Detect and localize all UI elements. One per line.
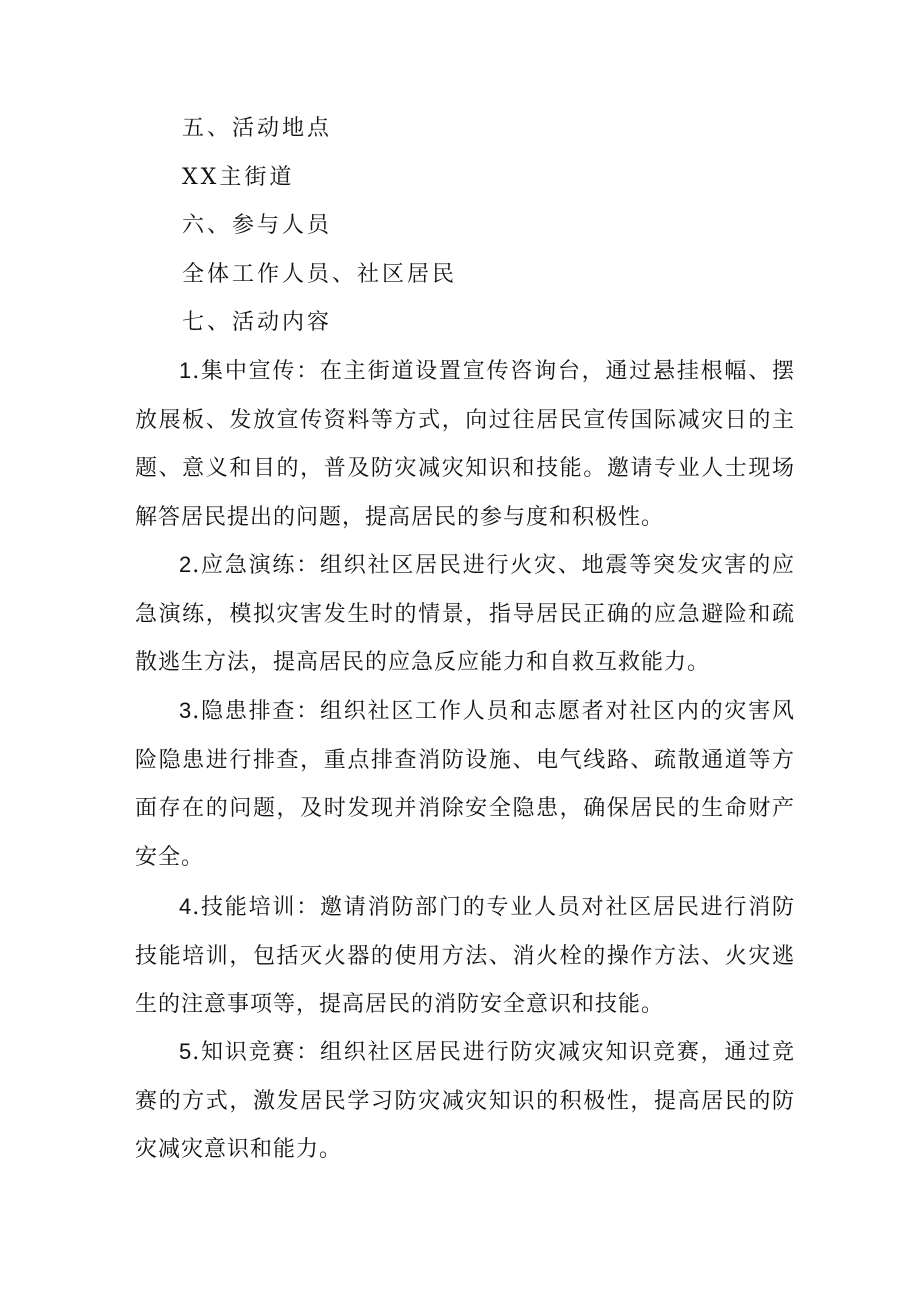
location-value: XX主街道 — [182, 165, 295, 190]
item-number: 5 — [179, 1039, 193, 1064]
content-item-3 — [135, 687, 795, 882]
location-heading: 五、活动地点 — [182, 116, 333, 141]
item-number: 3 — [179, 698, 193, 723]
content-item-2 — [135, 541, 795, 688]
item-number: 1 — [179, 358, 193, 383]
participants-heading: 六、参与人员 — [182, 213, 333, 238]
item-text: .集中宣传：在主街道设置宣传咨询台，通过悬挂根幅、摆放展板、发放宣传资料等方式，向过往居民宣传国际减灾日的主题、意义和目的，普及防灾减灾知识和技能。邀请专业人士现场解答居民提出的问题，提高居民的参与度和积极性。 — [135, 359, 795, 530]
content-item-1 — [135, 347, 795, 542]
content-item-5 — [135, 1028, 795, 1175]
content-heading: 七、活动内容 — [182, 310, 333, 335]
content-item-4 — [135, 883, 795, 1030]
participants-value: 全体工作人员、社区居民 — [182, 262, 458, 287]
item-text: .应急演练：组织社区居民进行火灾、地震等突发灾害的应急演练，模拟灾害发生时的情景，指导居民正确的应急避险和疏散逃生方法，提高居民的应急反应能力和自救互救能力。 — [135, 553, 795, 675]
item-text: .知识竞赛：组织社区居民进行防灾减灾知识竞赛，通过竞赛的方式，激发居民学习防灾减灾知识的积极性，提高居民的防灾减灾意识和能力。 — [135, 1040, 795, 1162]
item-number: 2 — [179, 552, 193, 577]
item-text: .隐患排查：组织社区工作人员和志愿者对社区内的灾害风险隐患进行排查，重点排查消防设施、电气线路、疏散通道等方面存在的问题，及时发现并消除安全隐患，确保居民的生命财产安全。 — [135, 699, 795, 870]
item-text: .技能培训：邀请消防部门的专业人员对社区居民进行消防技能培训，包括灭火器的使用方法、消火栓的操作方法、火灾逃生的注意事项等，提高居民的消防安全意识和技能。 — [135, 895, 795, 1017]
item-number: 4 — [179, 894, 193, 919]
